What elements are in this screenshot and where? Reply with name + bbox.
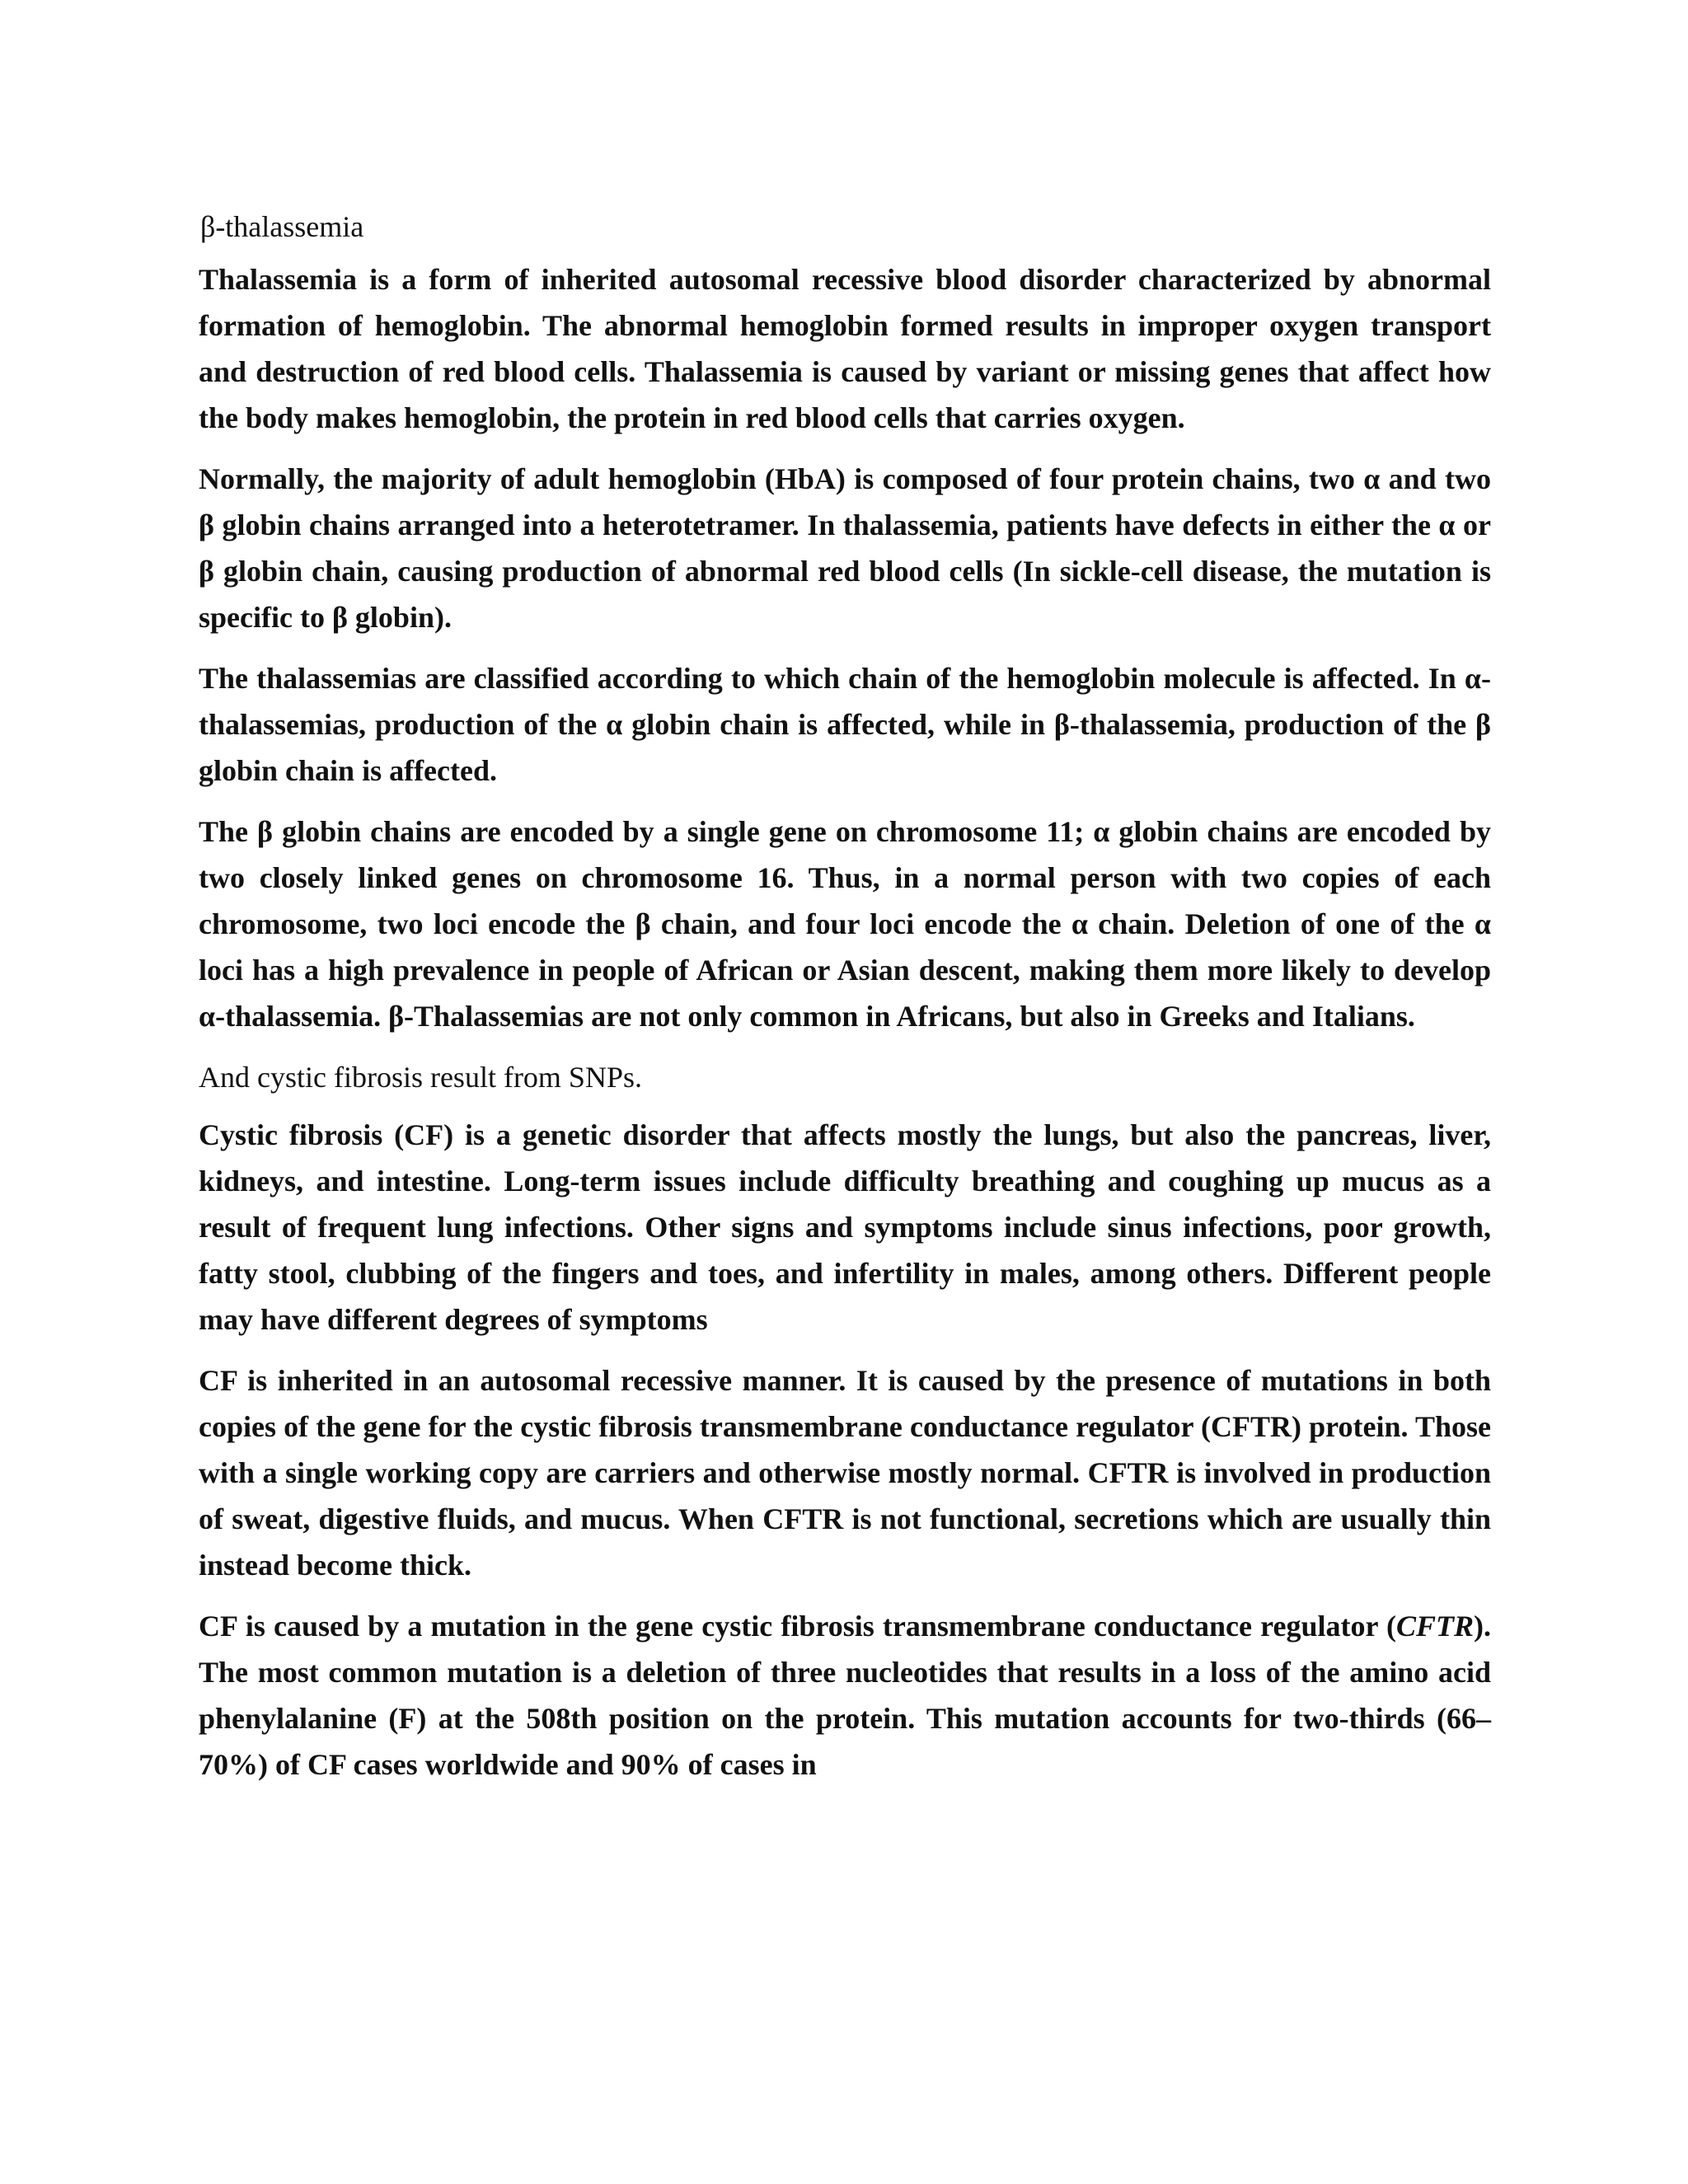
cystic-fibrosis-inheritance-paragraph: CF is inherited in an autosomal recessive manner. It is caused by the presence of mutations in both copies of the gene for the cystic fibrosis transmembrane conductance regulator (CFTR) protein. Those with a single working copy are carriers and otherwise mostly normal. CFTR is involved in production of sweat, digestive fluids, and mucus. When CFTR is not functional, secretions which are usually thin instead become thick. bbox=[199, 1364, 1491, 1582]
document-title: β-thalassemia bbox=[200, 210, 364, 243]
thalassemia-definition-paragraph: Thalassemia is a form of inherited autosomal recessive blood disorder characterized by abnormal formation of hemoglobin. The abnormal hemoglobin formed results in improper oxygen transport and destruction of red blood cells. Thalassemia is caused by variant or missing genes that affect how the body makes hemoglobin, the protein in red blood cells that carries oxygen. bbox=[199, 263, 1491, 434]
thalassemia-classification-paragraph: The thalassemias are classified according to which chain of the hemoglobin molecule is affected. In α-thalassemias, production of the α globin chain is affected, while in β-thalassemia, production of the β globin chain is affected. bbox=[199, 662, 1491, 787]
globin-genes-paragraph: The β globin chains are encoded by a single gene on chromosome 11; α globin chains are encoded by two closely linked genes on chromosome 16. Thus, in a normal person with two copies of each chromosome, two loci encode the β chain, and four loci encode the α chain. Deletion of one of the α loci has a high prevalence in people of African or Asian descent, making them more likely to develop α-thalassemia. β-Thalassemias are not only common in Africans, but also in Greeks and Italians. bbox=[199, 815, 1491, 1033]
cftr-mutation-text-end: ). The most common mutation is a deletion of three nucleotides that results in a loss of the amino acid phenylalanine (F) at the 508th position on the protein. This mutation accounts for two-thirds (66–70%) of CF cases worldwide and 90% of cases in bbox=[199, 1610, 1491, 1781]
cftr-gene-symbol: CFTR bbox=[1395, 1610, 1474, 1643]
cftr-mutation-text-start: CF is caused by a mutation in the gene cystic fibrosis transmembrane conductance regulator ( bbox=[199, 1610, 1396, 1643]
hemoglobin-structure-paragraph: Normally, the majority of adult hemoglobin (HbA) is composed of four protein chains, two α and two β globin chains arranged into a heterotetramer. In thalassemia, patients have defects in either the α or β globin chain, causing production of abnormal red blood cells (In sickle-cell disease, the mutation is specific to β globin). bbox=[199, 462, 1491, 634]
document-page bbox=[199, 204, 1491, 1788]
cystic-fibrosis-definition-paragraph: Cystic fibrosis (CF) is a genetic disorder that affects mostly the lungs, but also the pancreas, liver, kidneys, and intestine. Long-term issues include difficulty breathing and coughing up mucus as a result of frequent lung infections. Other signs and symptoms include sinus infections, poor growth, fatty stool, clubbing of the fingers and toes, and infertility in males, among others. Different people may have different degrees of symptoms bbox=[199, 1118, 1491, 1336]
cystic-fibrosis-intro-line: And cystic fibrosis result from SNPs. bbox=[199, 1061, 642, 1094]
cftr-mutation-paragraph bbox=[199, 1603, 1491, 1788]
